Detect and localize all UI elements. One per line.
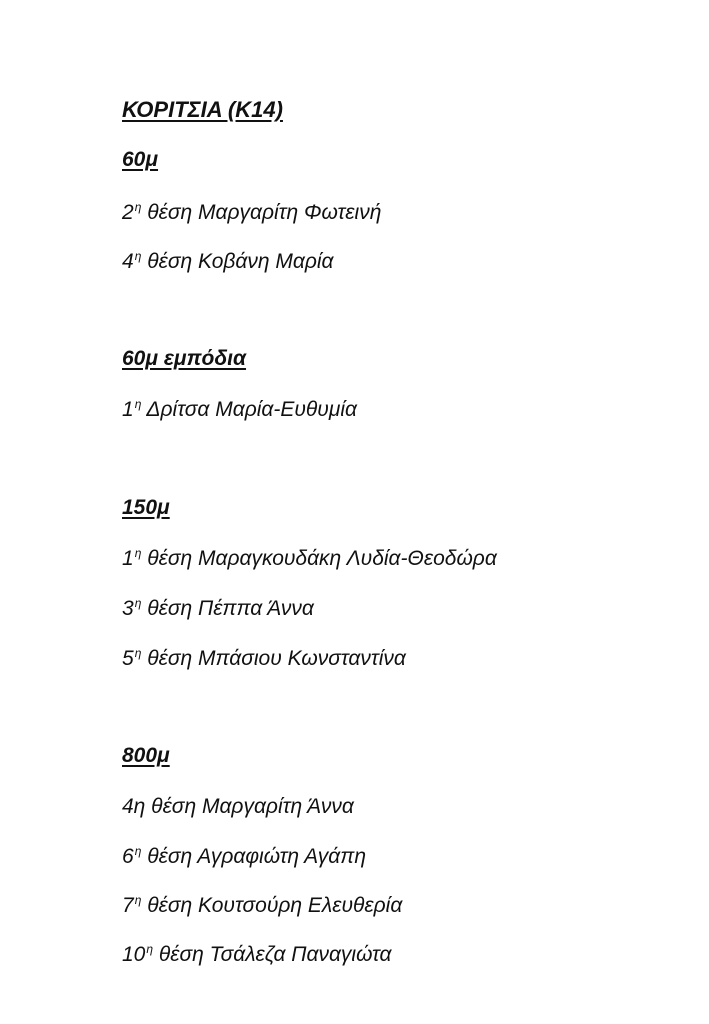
place-number: 4 [122,250,134,273]
result-entry [122,845,366,867]
ordinal-suffix: η [134,646,142,660]
ordinal-suffix: η [134,844,142,858]
result-entry [122,547,497,569]
ordinal-suffix: η [146,942,154,956]
athlete-result: θέση Μπάσιου Κωνσταντίνα [141,647,406,670]
place-number: 1 [122,547,134,570]
section-heading-800m: 800μ [122,744,170,767]
page-title: ΚΟΡΙΤΣΙΑ (Κ14) [122,97,283,122]
athlete-result: θέση Μαργαρίτη Φωτεινή [141,201,382,224]
place-number: 6 [122,845,134,868]
section-heading-60m: 60μ [122,148,159,171]
athlete-result: θέση Αγραφιώτη Αγάπη [141,845,366,868]
place-number: 5 [122,647,134,670]
place-number: 2 [122,201,134,224]
section-heading-60m-hurdles: 60μ εμπόδια [122,347,247,370]
result-entry [122,250,334,272]
athlete-result: Δρίτσα Μαρία-Ευθυμία [141,398,357,421]
athlete-result: θέση Κουτσούρη Ελευθερία [141,894,403,917]
place-number: 3 [122,597,134,620]
ordinal-suffix: η [134,397,142,411]
result-entry [122,647,406,669]
result-entry [122,943,392,965]
result-entry [122,398,357,420]
athlete-result: θέση Τσάλεζα Παναγιώτα [153,943,392,966]
place-number: 7 [122,894,134,917]
result-entry [122,795,355,817]
place-number: 10 [122,943,146,966]
result-entry [122,894,402,916]
ordinal-suffix: η [134,596,142,610]
ordinal-suffix: η [134,249,142,263]
ordinal-suffix: η [134,546,142,560]
place-number: 1 [122,398,134,421]
result-entry [122,201,381,223]
section-heading-150m: 150μ [122,496,170,519]
place-number: 4η θέση Μαργαρίτη Άννα [122,795,354,818]
result-entry [122,597,314,619]
ordinal-suffix: η [134,893,142,907]
ordinal-suffix: η [134,200,142,214]
athlete-result: θέση Μαραγκουδάκη Λυδία-Θεοδώρα [141,547,497,570]
athlete-result: θέση Κοβάνη Μαρία [141,250,334,273]
athlete-result: θέση Πέππα Άννα [141,597,314,620]
